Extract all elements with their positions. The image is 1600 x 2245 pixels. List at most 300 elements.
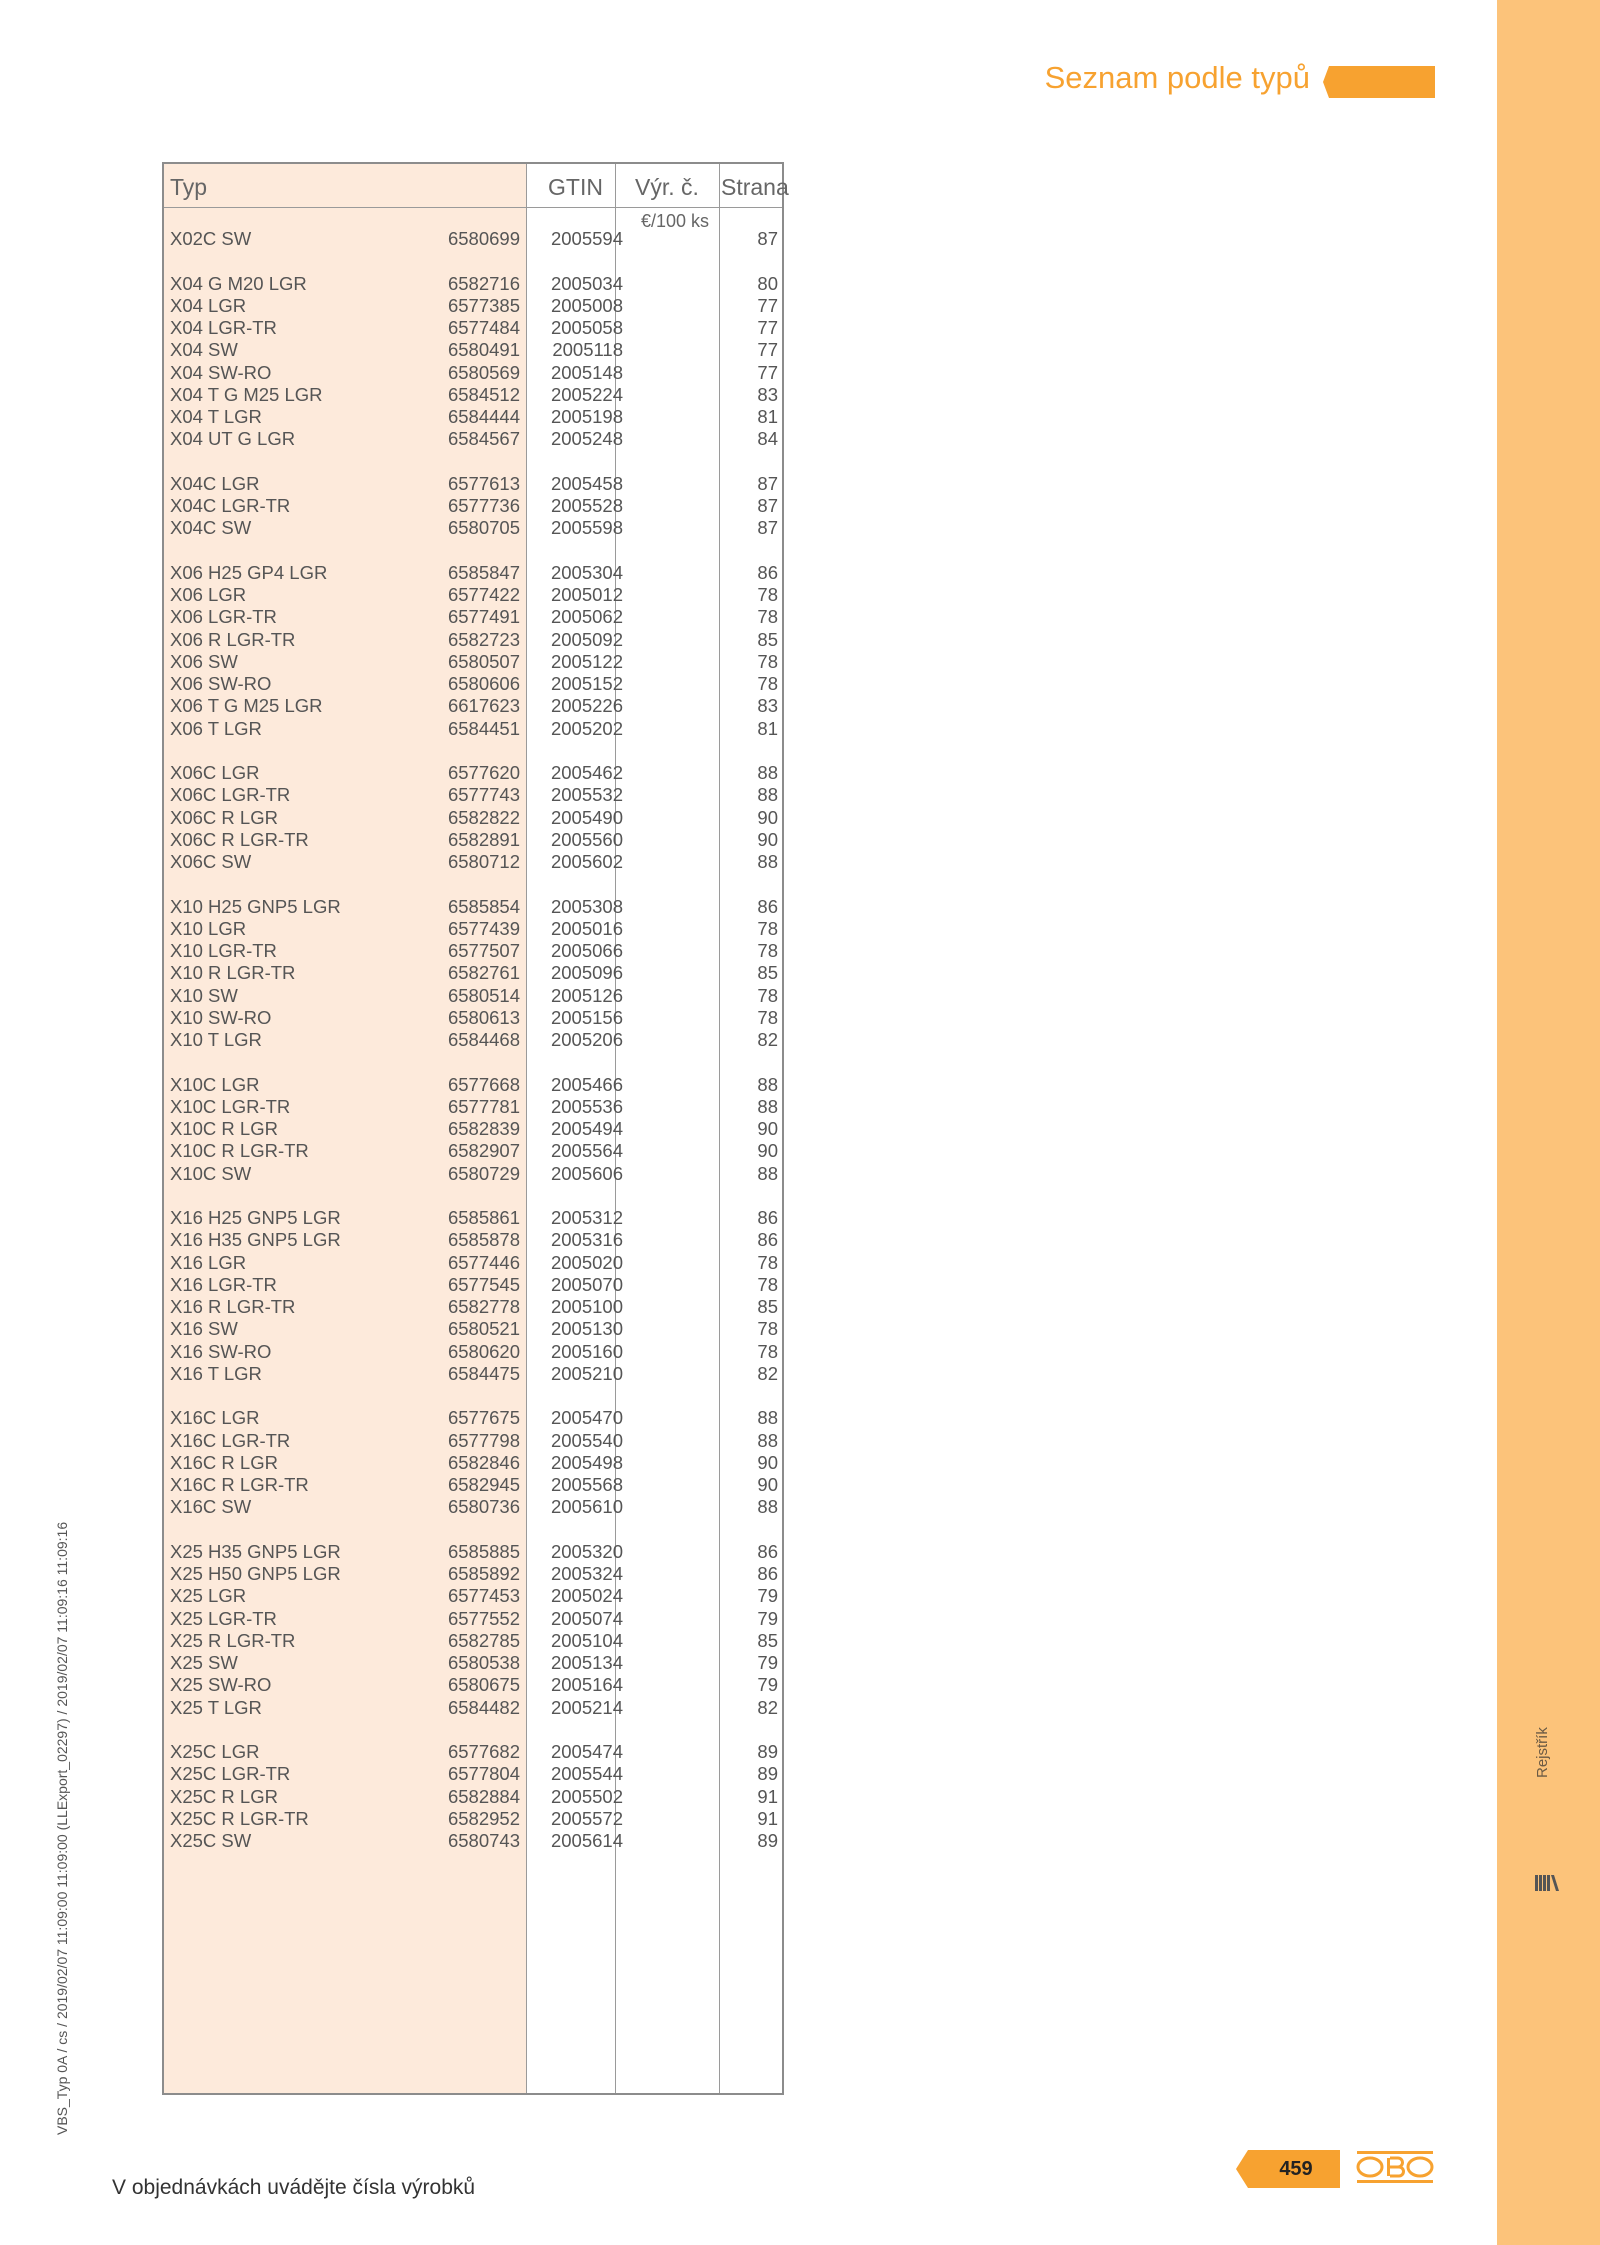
cell-strana: 86 <box>757 895 778 917</box>
table-row <box>164 1786 782 1808</box>
cell-gtin: 6577491 <box>447 606 520 628</box>
cell-strana: 79 <box>757 1585 778 1607</box>
cell-typ: X04 LGR <box>170 294 247 316</box>
cell-strana: 88 <box>757 762 778 783</box>
cell-strana: 84 <box>757 428 778 450</box>
table-row <box>164 807 782 829</box>
cell-vyr: 2005024 <box>550 1585 623 1607</box>
table-spacer-row <box>164 250 782 272</box>
table-body <box>164 228 782 1852</box>
cell-typ: X16 R LGR-TR <box>170 1296 296 1317</box>
cell-gtin: 6582952 <box>447 1807 520 1829</box>
cell-strana: 88 <box>757 1429 778 1451</box>
cell-gtin: 6580569 <box>447 361 520 383</box>
table-row <box>164 1407 782 1429</box>
cell-gtin: 6577668 <box>447 1073 520 1095</box>
page-title: Seznam podle typů <box>1044 60 1310 95</box>
cell-gtin: 6580514 <box>447 984 520 1006</box>
cell-gtin: 6582846 <box>447 1451 520 1473</box>
cell-typ: X06C R LGR <box>170 806 278 828</box>
cell-gtin: 6585847 <box>447 561 520 583</box>
cell-strana: 78 <box>757 1251 778 1273</box>
cell-vyr: 2005494 <box>550 1118 623 1139</box>
cell-gtin: 6582716 <box>447 272 520 294</box>
cell-strana: 81 <box>757 406 778 427</box>
cell-vyr: 2005008 <box>550 294 623 316</box>
cell-vyr: 2005066 <box>550 940 623 961</box>
table-row <box>164 985 782 1007</box>
cell-gtin: 6577507 <box>447 940 520 961</box>
cell-vyr: 2005020 <box>550 1251 623 1273</box>
price-unit-subheader: €/100 ks <box>640 211 709 231</box>
table-row <box>164 406 782 428</box>
cell-strana: 78 <box>757 984 778 1006</box>
cell-typ: X06 LGR-TR <box>170 606 277 628</box>
table-row <box>164 584 782 606</box>
cell-vyr: 2005502 <box>550 1785 623 1807</box>
cell-gtin: 6577781 <box>447 1095 520 1117</box>
cell-vyr: 2005544 <box>550 1763 623 1785</box>
cell-vyr: 2005610 <box>550 1496 623 1518</box>
table-row <box>164 1608 782 1630</box>
cell-gtin: 6580712 <box>447 851 520 872</box>
cell-typ: X04 UT G LGR <box>170 428 296 450</box>
table-row <box>164 1585 782 1607</box>
cell-vyr: 2005532 <box>550 784 623 806</box>
catalog-pages-icon <box>1535 1873 1559 1893</box>
cell-strana: 88 <box>757 1496 778 1518</box>
table-row <box>164 1496 782 1518</box>
cell-strana: 85 <box>757 1296 778 1317</box>
cell-strana: 79 <box>757 1652 778 1673</box>
cell-gtin: 6582839 <box>447 1118 520 1139</box>
cell-typ: X10 LGR <box>170 917 247 939</box>
cell-typ: X16 LGR-TR <box>170 1273 277 1295</box>
cell-gtin: 6582907 <box>447 1140 520 1162</box>
cell-vyr: 2005012 <box>550 584 623 605</box>
cell-strana: 79 <box>757 1674 778 1696</box>
table-spacer-row <box>164 540 782 562</box>
cell-strana: 86 <box>757 561 778 583</box>
cell-gtin: 6584482 <box>447 1696 520 1718</box>
table-row <box>164 1296 782 1318</box>
table-row <box>164 851 782 873</box>
table-row <box>164 1341 782 1363</box>
cell-typ: X04 SW <box>170 339 238 361</box>
cell-strana: 88 <box>757 1162 778 1184</box>
cell-vyr: 2005568 <box>550 1474 623 1495</box>
cell-vyr: 2005224 <box>550 383 623 405</box>
cell-strana: 91 <box>757 1785 778 1807</box>
cell-vyr: 2005474 <box>550 1741 623 1762</box>
page-number: 459 <box>1279 2158 1313 2180</box>
cell-strana: 89 <box>757 1830 778 1851</box>
table-row <box>164 1452 782 1474</box>
cell-typ: X04C LGR-TR <box>170 495 291 516</box>
header-divider <box>164 207 782 208</box>
cell-vyr: 2005320 <box>550 1540 623 1562</box>
cell-typ: X06 H25 GP4 LGR <box>170 561 328 583</box>
cell-strana: 80 <box>757 272 778 294</box>
table-row <box>164 562 782 584</box>
cell-gtin: 6577798 <box>447 1429 520 1451</box>
cell-typ: X06 SW-RO <box>170 673 272 694</box>
cell-typ: X16 SW <box>170 1318 238 1340</box>
cell-vyr: 2005572 <box>550 1807 623 1829</box>
cell-typ: X16 T LGR <box>170 1362 262 1384</box>
cell-typ: X25 SW-RO <box>170 1674 272 1696</box>
cell-vyr: 2005100 <box>550 1296 623 1317</box>
cell-vyr: 2005126 <box>550 984 623 1006</box>
cell-vyr: 2005560 <box>550 828 623 850</box>
cell-vyr: 2005614 <box>550 1830 623 1851</box>
cell-typ: X25 LGR-TR <box>170 1607 277 1629</box>
cell-typ: X10 SW <box>170 984 238 1006</box>
cell-strana: 77 <box>757 317 778 338</box>
column-header-gtin: GTIN <box>548 174 603 200</box>
cell-gtin: 6585892 <box>447 1563 520 1584</box>
cell-strana: 78 <box>757 917 778 939</box>
table-row <box>164 651 782 673</box>
table-row <box>164 918 782 940</box>
table-row <box>164 695 782 717</box>
table-row <box>164 1140 782 1162</box>
table-row <box>164 606 782 628</box>
cell-strana: 90 <box>757 1140 778 1162</box>
table-row <box>164 1808 782 1830</box>
table-row <box>164 273 782 295</box>
cell-typ: X06 T G M25 LGR <box>170 695 323 717</box>
print-metadata: VBS_Typ 0A / cs / 2019/02/07 11:09:00 11:09:00 (LLExport_02297) / 2019/02/07 11:09:16 11:09:16 <box>54 1521 70 2135</box>
cell-typ: X04 SW-RO <box>170 361 272 383</box>
cell-vyr: 2005462 <box>550 762 623 783</box>
table-row <box>164 673 782 695</box>
table-row <box>164 1763 782 1785</box>
cell-gtin: 6580620 <box>447 1340 520 1362</box>
cell-typ: X02C SW <box>170 228 252 249</box>
cell-strana: 78 <box>757 673 778 694</box>
cell-vyr: 2005602 <box>550 851 623 872</box>
cell-gtin: 6580606 <box>447 673 520 694</box>
cell-gtin: 6577613 <box>447 472 520 494</box>
cell-typ: X16C R LGR <box>170 1451 278 1473</box>
cell-gtin: 6585878 <box>447 1229 520 1251</box>
cell-gtin: 6582723 <box>447 628 520 650</box>
cell-strana: 88 <box>757 1407 778 1429</box>
table-row <box>164 1318 782 1340</box>
cell-vyr: 2005202 <box>550 717 623 739</box>
cell-strana: 82 <box>757 1029 778 1050</box>
cell-strana: 87 <box>757 228 778 249</box>
cell-strana: 77 <box>757 294 778 316</box>
cell-vyr: 2005214 <box>550 1696 623 1718</box>
cell-gtin: 6580507 <box>447 650 520 672</box>
cell-vyr: 2005164 <box>550 1674 623 1696</box>
cell-vyr: 2005248 <box>550 428 623 450</box>
cell-vyr: 2005058 <box>550 317 623 338</box>
cell-gtin: 6580675 <box>447 1674 520 1696</box>
cell-gtin: 6582945 <box>447 1474 520 1495</box>
sidebar-label[interactable]: Rejstřík <box>1534 1727 1551 1778</box>
cell-vyr: 2005470 <box>550 1407 623 1429</box>
cell-typ: X25C R LGR <box>170 1785 278 1807</box>
cell-strana: 78 <box>757 606 778 628</box>
cell-strana: 83 <box>757 383 778 405</box>
cell-typ: X25C SW <box>170 1830 252 1851</box>
cell-strana: 78 <box>757 1340 778 1362</box>
table-row <box>164 295 782 317</box>
table-row <box>164 1007 782 1029</box>
cell-gtin: 6577484 <box>447 317 520 338</box>
cell-strana: 86 <box>757 1229 778 1251</box>
cell-vyr: 2005034 <box>550 272 623 294</box>
cell-gtin: 6582785 <box>447 1629 520 1651</box>
table-row <box>164 896 782 918</box>
cell-gtin: 6582778 <box>447 1296 520 1317</box>
cell-strana: 79 <box>757 1607 778 1629</box>
cell-vyr: 2005198 <box>550 406 623 427</box>
cell-strana: 77 <box>757 339 778 361</box>
cell-vyr: 2005598 <box>550 517 623 539</box>
cell-gtin: 6582822 <box>447 806 520 828</box>
cell-gtin: 6577422 <box>447 584 520 605</box>
table-row <box>164 1118 782 1140</box>
table-row <box>164 473 782 495</box>
table-row <box>164 1163 782 1185</box>
cell-gtin: 6577620 <box>447 762 520 783</box>
cell-typ: X06C SW <box>170 851 252 872</box>
cell-typ: X10C R LGR-TR <box>170 1140 309 1162</box>
cell-strana: 81 <box>757 717 778 739</box>
header-tab-marker <box>1323 66 1435 98</box>
cell-gtin: 6577552 <box>447 1607 520 1629</box>
cell-vyr: 2005130 <box>550 1318 623 1340</box>
cell-gtin: 6582761 <box>447 962 520 984</box>
table-row <box>164 829 782 851</box>
table-row <box>164 784 782 806</box>
cell-strana: 86 <box>757 1563 778 1584</box>
cell-vyr: 2005152 <box>550 673 623 694</box>
cell-vyr: 2005096 <box>550 962 623 984</box>
cell-vyr: 2005062 <box>550 606 623 628</box>
cell-strana: 82 <box>757 1362 778 1384</box>
cell-typ: X25 LGR <box>170 1585 247 1607</box>
cell-gtin: 6584512 <box>447 383 520 405</box>
cell-strana: 78 <box>757 940 778 961</box>
table-row <box>164 1096 782 1118</box>
cell-vyr: 2005308 <box>550 895 623 917</box>
cell-strana: 78 <box>757 650 778 672</box>
table-row <box>164 718 782 740</box>
table-row <box>164 1830 782 1852</box>
column-header-typ: Typ <box>170 174 208 200</box>
obo-logo <box>1356 2150 1434 2184</box>
cell-gtin: 6577736 <box>447 495 520 516</box>
cell-gtin: 6585854 <box>447 895 520 917</box>
cell-gtin: 6580743 <box>447 1830 520 1851</box>
table-spacer-row <box>164 1385 782 1407</box>
cell-typ: X10 LGR-TR <box>170 940 277 961</box>
table-spacer-row <box>164 873 782 895</box>
cell-typ: X04 G M20 LGR <box>170 272 307 294</box>
cell-typ: X16 H25 GNP5 LGR <box>170 1207 341 1228</box>
table-row <box>164 1074 782 1096</box>
cell-strana: 83 <box>757 695 778 717</box>
table-row <box>164 1474 782 1496</box>
cell-typ: X10 H25 GNP5 LGR <box>170 895 341 917</box>
cell-typ: X04 T LGR <box>170 406 262 427</box>
cell-vyr: 2005606 <box>550 1162 623 1184</box>
cell-gtin: 6580705 <box>447 517 520 539</box>
table-row <box>164 384 782 406</box>
cell-typ: X10 SW-RO <box>170 1006 272 1028</box>
cell-gtin: 6577743 <box>447 784 520 806</box>
cell-vyr: 2005466 <box>550 1073 623 1095</box>
cell-strana: 87 <box>757 472 778 494</box>
cell-typ: X06C LGR <box>170 762 260 783</box>
cell-typ: X25 H35 GNP5 LGR <box>170 1540 341 1562</box>
cell-strana: 88 <box>757 1095 778 1117</box>
cell-vyr: 2005122 <box>550 650 623 672</box>
cell-vyr: 2005594 <box>550 228 623 249</box>
table-spacer-row <box>164 1051 782 1073</box>
table-row <box>164 495 782 517</box>
table-row <box>164 1229 782 1251</box>
table-row <box>164 1630 782 1652</box>
cell-gtin: 6577545 <box>447 1273 520 1295</box>
table-row <box>164 762 782 784</box>
table-row <box>164 1541 782 1563</box>
sidebar-strip <box>1497 0 1600 2245</box>
cell-gtin: 6582884 <box>447 1785 520 1807</box>
table-row <box>164 940 782 962</box>
cell-vyr: 2005074 <box>550 1607 623 1629</box>
cell-vyr: 2005148 <box>550 361 623 383</box>
cell-gtin: 6580613 <box>447 1006 520 1028</box>
cell-typ: X04 T G M25 LGR <box>170 383 323 405</box>
table-row <box>164 428 782 450</box>
cell-strana: 86 <box>757 1207 778 1228</box>
cell-vyr: 2005540 <box>550 1429 623 1451</box>
cell-typ: X06C R LGR-TR <box>170 828 309 850</box>
cell-vyr: 2005016 <box>550 917 623 939</box>
cell-typ: X16 LGR <box>170 1251 247 1273</box>
cell-strana: 88 <box>757 1073 778 1095</box>
cell-gtin: 6577453 <box>447 1585 520 1607</box>
cell-gtin: 6584567 <box>447 428 520 450</box>
cell-typ: X25C LGR-TR <box>170 1763 291 1785</box>
cell-strana: 89 <box>757 1741 778 1762</box>
cell-typ: X16C LGR-TR <box>170 1429 291 1451</box>
cell-vyr: 2005156 <box>550 1006 623 1028</box>
cell-gtin: 6580538 <box>447 1652 520 1673</box>
table-row <box>164 1029 782 1051</box>
table-row <box>164 339 782 361</box>
cell-gtin: 6584444 <box>447 406 520 427</box>
cell-strana: 85 <box>757 1629 778 1651</box>
cell-typ: X04 LGR-TR <box>170 317 277 338</box>
cell-gtin: 6577385 <box>447 294 520 316</box>
cell-typ: X06 R LGR-TR <box>170 628 296 650</box>
cell-strana: 86 <box>757 1540 778 1562</box>
table-row <box>164 517 782 539</box>
cell-typ: X25 T LGR <box>170 1696 262 1718</box>
cell-typ: X25C LGR <box>170 1741 260 1762</box>
cell-vyr: 2005206 <box>550 1029 623 1050</box>
cell-strana: 87 <box>757 517 778 539</box>
cell-gtin: 6617623 <box>447 695 520 717</box>
cell-strana: 88 <box>757 851 778 872</box>
table-row <box>164 1652 782 1674</box>
cell-typ: X04C LGR <box>170 472 260 494</box>
cell-strana: 90 <box>757 1118 778 1139</box>
cell-typ: X10 T LGR <box>170 1029 262 1050</box>
cell-vyr: 2005118 <box>552 339 623 361</box>
cell-vyr: 2005564 <box>550 1140 623 1162</box>
cell-typ: X16 SW-RO <box>170 1340 272 1362</box>
cell-typ: X16C LGR <box>170 1407 260 1429</box>
cell-gtin: 6580729 <box>447 1162 520 1184</box>
table-spacer-row <box>164 1519 782 1541</box>
cell-typ: X16C SW <box>170 1496 252 1518</box>
cell-strana: 91 <box>757 1807 778 1829</box>
table-row <box>164 362 782 384</box>
cell-strana: 90 <box>757 1451 778 1473</box>
cell-typ: X10 R LGR-TR <box>170 962 296 984</box>
cell-strana: 90 <box>757 828 778 850</box>
cell-typ: X10C SW <box>170 1162 252 1184</box>
cell-strana: 78 <box>757 584 778 605</box>
cell-gtin: 6580699 <box>447 228 520 249</box>
cell-vyr: 2005070 <box>550 1273 623 1295</box>
cell-gtin: 6584475 <box>447 1362 520 1384</box>
cell-gtin: 6585861 <box>447 1207 520 1228</box>
cell-vyr: 2005092 <box>550 628 623 650</box>
cell-typ: X04C SW <box>170 517 252 539</box>
cell-vyr: 2005226 <box>550 695 623 717</box>
table-row <box>164 1207 782 1229</box>
cell-strana: 78 <box>757 1006 778 1028</box>
cell-typ: X06 SW <box>170 650 238 672</box>
cell-vyr: 2005312 <box>550 1207 623 1228</box>
cell-strana: 89 <box>757 1763 778 1785</box>
cell-vyr: 2005316 <box>550 1229 623 1251</box>
cell-vyr: 2005134 <box>550 1652 623 1673</box>
cell-vyr: 2005490 <box>550 806 623 828</box>
cell-gtin: 6577675 <box>447 1407 520 1429</box>
cell-typ: X25C R LGR-TR <box>170 1807 309 1829</box>
cell-vyr: 2005324 <box>550 1563 623 1584</box>
cell-strana: 87 <box>757 495 778 516</box>
table-row <box>164 1697 782 1719</box>
cell-typ: X06 LGR <box>170 584 247 605</box>
cell-typ: X10C R LGR <box>170 1118 278 1139</box>
cell-strana: 90 <box>757 806 778 828</box>
cell-vyr: 2005304 <box>550 561 623 583</box>
table-spacer-row <box>164 740 782 762</box>
table-spacer-row <box>164 451 782 473</box>
cell-typ: X10C LGR-TR <box>170 1095 291 1117</box>
cell-vyr: 2005160 <box>550 1340 623 1362</box>
cell-strana: 85 <box>757 962 778 984</box>
cell-typ: X25 SW <box>170 1652 238 1673</box>
cell-gtin: 6580736 <box>447 1496 520 1518</box>
cell-vyr: 2005210 <box>550 1362 623 1384</box>
table-row <box>164 1252 782 1274</box>
cell-strana: 78 <box>757 1273 778 1295</box>
table-spacer-row <box>164 1185 782 1207</box>
cell-typ: X16 H35 GNP5 LGR <box>170 1229 341 1251</box>
